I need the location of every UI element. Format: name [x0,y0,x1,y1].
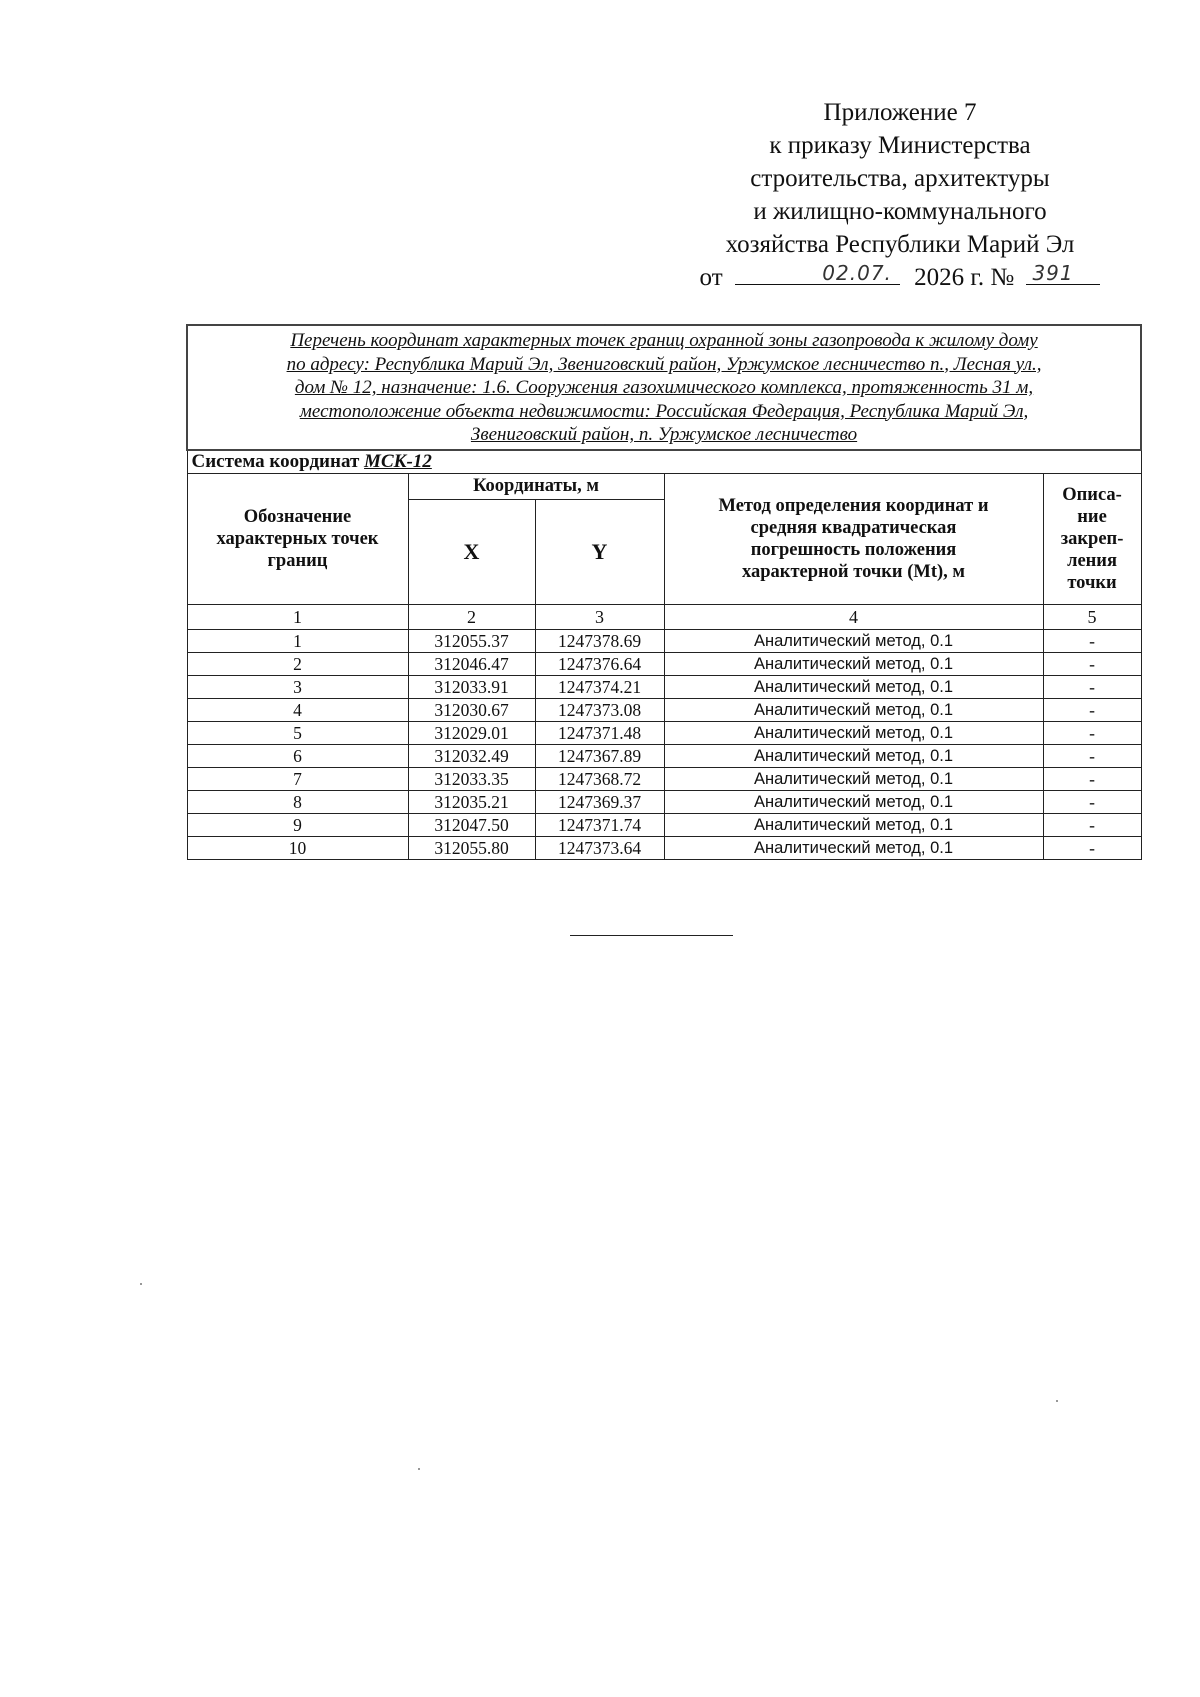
cell-point: 9 [187,813,408,836]
appendix-line: Приложение 7 [823,99,977,126]
cell-x: 312033.35 [408,767,535,790]
handwritten-number: 391 [1032,261,1074,285]
cell-point: 1 [187,629,408,652]
header-text: Метод определения координат и [718,495,989,516]
column-number: 4 [664,604,1043,629]
header-text: точки [1067,572,1117,593]
cell-method: Аналитический метод, 0.1 [664,652,1043,675]
cell-description: - [1043,652,1141,675]
caption-line: местоположение объекта недвижимости: Российская Федерация, Республика Марий Эл, [299,400,1029,422]
number-blank [1026,262,1100,285]
order-year-text: 2026 г. № [914,264,1015,291]
cell-description: - [1043,698,1141,721]
end-of-document-rule [570,935,733,936]
appendix-line: хозяйства Республики Марий Эл [725,231,1075,258]
cell-point: 2 [187,652,408,675]
order-prefix: от [699,264,723,291]
cell-method: Аналитический метод, 0.1 [664,721,1043,744]
scan-speck [1056,1400,1058,1402]
header-point-designation [187,473,408,604]
cell-y: 1247373.64 [535,836,664,859]
header-row-1 [187,473,1141,499]
header-y: Y [535,499,664,604]
cell-description: - [1043,629,1141,652]
column-number-row [187,604,1141,629]
caption-line: дом № 12, назначение: 1.6. Сооружения газохимического комплекса, протяженность 31 м, [294,377,1034,398]
appendix-header [690,96,1110,294]
cell-x: 312032.49 [408,744,535,767]
cell-method: Аналитический метод, 0.1 [664,790,1043,813]
coordinate-system [187,450,1141,474]
header-text: ления [1067,550,1117,571]
table-row [187,790,1141,813]
table-row [187,675,1141,698]
header-text: закреп- [1060,528,1124,549]
cell-method: Аналитический метод, 0.1 [664,698,1043,721]
cell-description: - [1043,813,1141,836]
cell-x: 312035.21 [408,790,535,813]
header-text: Описа- [1062,484,1122,505]
table-row [187,721,1141,744]
cell-description: - [1043,767,1141,790]
handwritten-date: 02.07. [822,261,892,285]
table-row [187,744,1141,767]
system-value: МСК-12 [364,450,432,472]
appendix-line: и жилищно-коммунального [753,198,1047,225]
date-blank [735,262,900,285]
cell-y: 1247374.21 [535,675,664,698]
cell-y: 1247373.08 [535,698,664,721]
column-number: 1 [187,604,408,629]
cell-x: 312047.50 [408,813,535,836]
header-text: границ [267,550,328,571]
table-row [187,813,1141,836]
caption-line: Звениговский район, п. Уржумское лесничество [470,424,858,445]
scan-speck [140,1283,142,1285]
header-coordinates: Координаты, м [408,473,664,499]
caption-line: по адресу: Республика Марий Эл, Звениговский район, Уржумское лесничество п., Лесная ул., [286,353,1042,375]
cell-x: 312030.67 [408,698,535,721]
header-text: характерной точки (Mt), м [741,561,966,582]
cell-point: 10 [187,836,408,859]
cell-point: 4 [187,698,408,721]
cell-y: 1247367.89 [535,744,664,767]
column-number: 3 [535,604,664,629]
header-text: характерных точек [216,528,379,549]
cell-y: 1247376.64 [535,652,664,675]
coordinates-table [186,324,1142,860]
cell-method: Аналитический метод, 0.1 [664,767,1043,790]
table-row [187,652,1141,675]
table-row [187,629,1141,652]
cell-x: 312055.80 [408,836,535,859]
column-number: 2 [408,604,535,629]
cell-method: Аналитический метод, 0.1 [664,813,1043,836]
coordinate-system-row [187,450,1141,474]
cell-description: - [1043,721,1141,744]
table-caption [187,325,1141,450]
cell-description: - [1043,744,1141,767]
cell-x: 312033.91 [408,675,535,698]
header-description [1043,473,1141,604]
cell-point: 3 [187,675,408,698]
cell-y: 1247378.69 [535,629,664,652]
header-x: X [408,499,535,604]
order-date-line [690,261,1110,294]
cell-y: 1247368.72 [535,767,664,790]
cell-x: 312046.47 [408,652,535,675]
cell-description: - [1043,675,1141,698]
cell-description: - [1043,836,1141,859]
cell-point: 6 [187,744,408,767]
cell-point: 7 [187,767,408,790]
cell-point: 8 [187,790,408,813]
cell-method: Аналитический метод, 0.1 [664,675,1043,698]
cell-point: 5 [187,721,408,744]
scan-speck [418,1468,420,1470]
cell-y: 1247369.37 [535,790,664,813]
caption-line: Перечень координат характерных точек границ охранной зоны газопровода к жилому дому [290,330,1038,351]
appendix-line: к приказу Министерства [769,132,1031,159]
appendix-line: строительства, архитектуры [750,165,1050,192]
system-label: Система координат [191,450,360,472]
header-text: средняя квадратическая [750,517,957,538]
header-text: Обозначение [243,506,352,527]
cell-method: Аналитический метод, 0.1 [664,629,1043,652]
table-row [187,698,1141,721]
cell-x: 312029.01 [408,721,535,744]
cell-description: - [1043,790,1141,813]
header-text: погрешность положения [750,539,957,560]
table-row [187,767,1141,790]
cell-method: Аналитический метод, 0.1 [664,744,1043,767]
header-method [664,473,1043,604]
cell-y: 1247371.74 [535,813,664,836]
cell-y: 1247371.48 [535,721,664,744]
cell-method: Аналитический метод, 0.1 [664,836,1043,859]
cell-x: 312055.37 [408,629,535,652]
table-row [187,836,1141,859]
table-caption-row [187,325,1141,450]
column-number: 5 [1043,604,1141,629]
header-text: ние [1077,506,1107,527]
